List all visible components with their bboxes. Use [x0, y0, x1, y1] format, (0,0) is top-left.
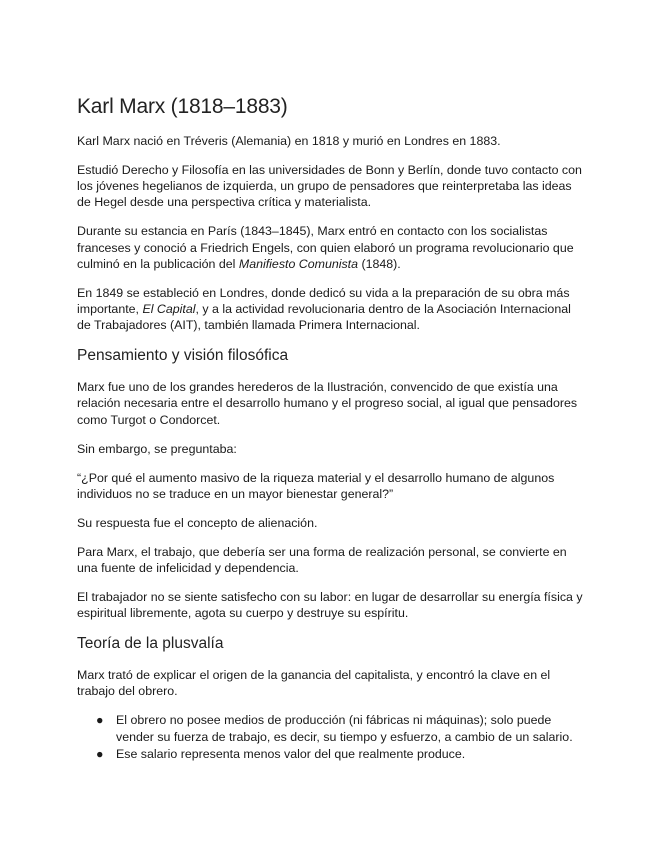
plusvalia-bullet-list	[77, 712, 587, 762]
bullet-icon: ●	[96, 713, 104, 728]
pensamiento-paragraph-pregunta-intro: Sin embargo, se preguntaba:	[77, 441, 237, 456]
document-body	[77, 93, 587, 763]
london-paragraph	[77, 285, 587, 334]
pensamiento-paragraph-ilustracion: Marx fue uno de los grandes herederos de la Ilustración, convencido de que existía una relación necesaria entre el desarrollo humano y el progreso social, al igual que pensadores como Turgot o Condorcet.	[77, 380, 578, 427]
bullet-icon: ●	[96, 746, 104, 761]
pensamiento-paragraph-alienacion: Su respuesta fue el concepto de alienación.	[77, 515, 318, 530]
plusvalia-paragraph-intro: Marx trató de explicar el origen de la ganancia del capitalista, y encontró la clave en el trabajo del obrero.	[77, 668, 551, 699]
document-title: Karl Marx (1818–1883)	[77, 95, 288, 118]
pensamiento-paragraph-trabajo: Para Marx, el trabajo, que debería ser una forma de realización personal, se convierte en una fuente de infelicidad y dependencia.	[77, 544, 567, 576]
manifiesto-title: Manifiesto Comunista	[238, 256, 359, 271]
intro-paragraph-birth: Karl Marx nació en Tréveris (Alemania) en 1818 y murió en Londres en 1883.	[77, 134, 501, 148]
paris-text-before: Durante su estancia en París (1843–1845), Marx entró en contacto con los socialistas franceses y conoció a Friedrich Engels, con quien elaboró un programa revolucionario que culminó en la publicación del	[77, 224, 574, 271]
paris-text-after: (1848).	[358, 256, 401, 271]
intro-paragraph-studies: Estudió Derecho y Filosofía en las universidades de Bonn y Berlín, donde tuvo contacto con los jóvenes hegelianos de izquierda, un grupo de pensadores que reinterpretaba las ideas de Hegel desde una perspectiva crítica y materialista.	[77, 163, 582, 210]
list-item-text: El obrero no posee medios de producción (ni fábricas ni máquinas); solo puede vender su fuerza de trabajo, es decir, su tiempo y esfuerzo, a cambio de un salario.	[116, 713, 573, 744]
list-item	[77, 712, 587, 744]
pensamiento-paragraph-trabajador: El trabajador no se siente satisfecho con su labor: en lugar de desarrollar su energía física y espiritual libremente, agota su cuerpo y destruye su espíritu.	[77, 590, 583, 621]
london-text-before: En 1849 se estableció en Londres, donde dedicó su vida a la preparación de su obra más importante,	[77, 285, 570, 317]
london-text-after: , y a la actividad revolucionaria dentro de la Asociación Internacional de Trabajadores (AIT), también llamada Primera Internacional.	[77, 302, 571, 333]
list-item	[77, 746, 587, 762]
paris-paragraph	[77, 223, 587, 272]
list-item-text: Ese salario representa menos valor del que realmente produce.	[116, 746, 466, 761]
pensamiento-quote: “¿Por qué el aumento masivo de la riqueza material y el desarrollo humano de algunos individuos no se traduce en un mayor bienestar general?”	[77, 470, 555, 501]
section-heading-pensamiento: Pensamiento y visión filosófica	[77, 347, 289, 365]
el-capital-title: El Capital	[142, 302, 196, 317]
section-heading-plusvalia: Teoría de la plusvalía	[77, 635, 224, 653]
